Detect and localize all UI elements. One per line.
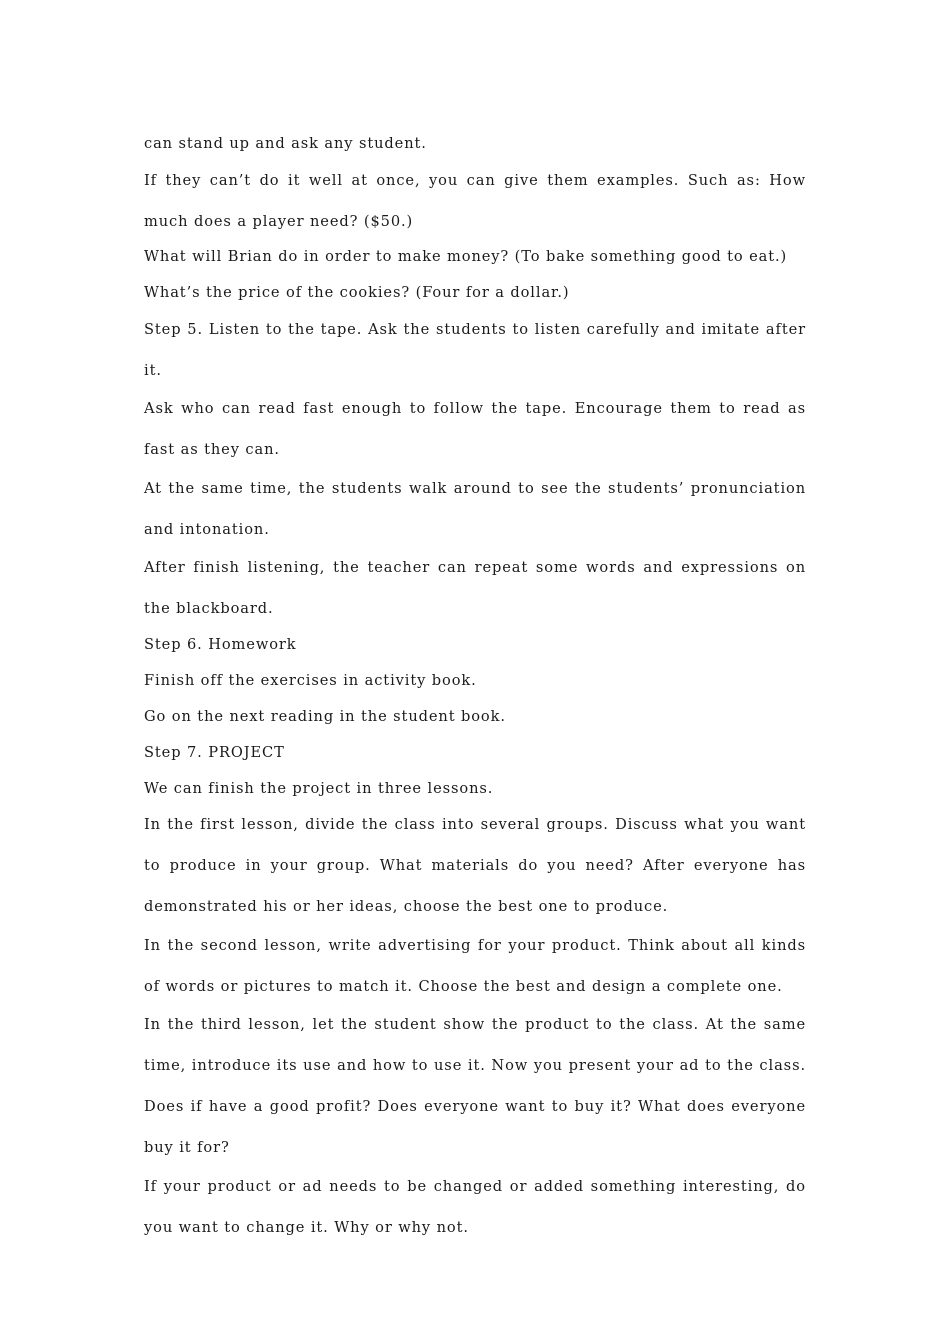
paragraph: Step 5. Listen to the tape. Ask the students to listen carefully and imitate after it. [144,320,806,379]
paragraph: At the same time, the students walk around to see the students’ pronunciation and intonation. [144,479,806,538]
paragraph: What will Brian do in order to make money? (To bake something good to eat.) [144,248,788,265]
paragraph: In the third lesson, let the student show the product to the class. At the same time, introduce its use and how to use it. Now you present your ad to the class. Does if have a good profit? Does everyone want to buy it? What does everyone buy it for? [144,1016,806,1156]
step-heading: Step 7. PROJECT [144,743,285,761]
document-body [144,126,806,1245]
paragraph: Go on the next reading in the student book. [144,707,506,725]
paragraph: Ask who can read fast enough to follow the tape. Encourage them to read as fast as they can. [144,400,806,458]
paragraph: In the second lesson, write advertising for your product. Think about all kinds of words or pictures to match it. Choose the best and design a complete one. [144,936,806,995]
paragraph: After finish listening, the teacher can repeat some words and expressions on the blackboard. [144,559,806,617]
paragraph: can stand up and ask any student. [144,135,427,152]
paragraph: If they can’t do it well at once, you can give them examples. Such as: How much does a player need? ($50.) [144,171,806,230]
paragraph: What’s the price of the cookies? (Four for a dollar.) [144,284,570,301]
paragraph: If your product or ad needs to be changed or added something interesting, do you want to change it. Why or why not. [144,1177,806,1236]
step-heading: Step 6. Homework [144,635,297,653]
paragraph: We can finish the project in three lessons. [144,779,494,797]
paragraph: In the first lesson, divide the class into several groups. Discuss what you want to produce in your group. What materials do you need? After everyone has demonstrated his or her ideas, choose the best one to produce. [144,816,806,915]
paragraph: Finish off the exercises in activity book. [144,671,477,689]
